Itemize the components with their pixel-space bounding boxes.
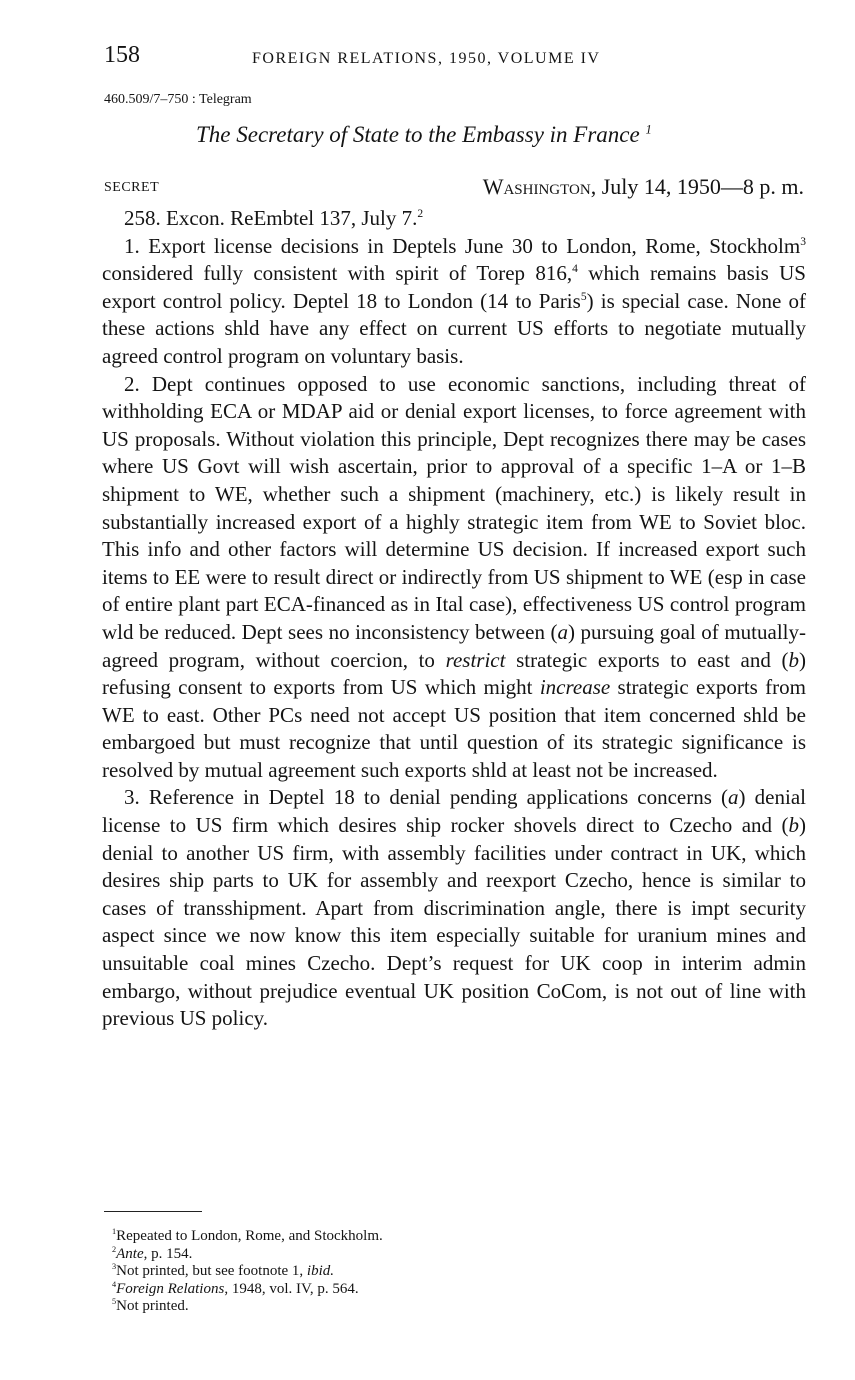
p3-text-c: ) denial to another US firm, with assembly facilities under contract in UK, which desires ship parts to UK for assembly and reexport Czecho, hence is similar to cases of transshipment. Apart from discrimination angle, there is impt security aspect since we now know this item especially suitable for uranium mines and unsuitable coal mines Czecho. Dept’s request for UK coop in interim admin embargo, without prejudice eventual UK position CoCom, is not out of line with previous US policy. (102, 813, 806, 1031)
p3-text-b: ) denial license to US firm which desires ship rocker shovels direct to Czecho and ( (102, 785, 806, 838)
footnote-italic: Ante (116, 1245, 144, 1262)
p2-text-a: 2. Dept continues opposed to use economic sanctions, including threat of withholding ECA or MDAP aid or denial export licenses, to force agreement with US proposals. Without violation this principle, Dept recognizes there may be cases where US Govt will wish ascertain, prior to approval of a specific 1–A or 1–B shipment to WE, whether such a shipment (machinery, etc.) is likely result in substantially increased export of a highly strategic item from WE to Soviet bloc. This info and other factors will determine US decision. If increased export such items to EE were to result direct or indirectly from US shipment to WE (esp in case of entire plant part ECA-financed as in Ital case), effectiveness US control program wld be reduced. Dept sees no inconsistency between ( (102, 371, 806, 644)
footnote-3 (112, 1263, 712, 1281)
document-title (196, 122, 652, 148)
footnotes (112, 1228, 712, 1316)
footnote-divider (104, 1211, 202, 1212)
p1-text-d: ) is special case. None of these actions shld have any effect on current US efforts to negotiate mutually agreed control program on voluntary basis. (102, 288, 806, 368)
dateline: Washington, July 14, 1950—8 p. m. (482, 174, 804, 199)
intro-text: 258. Excon. ReEmbtel 137, July 7. (124, 206, 418, 230)
footnote-ref-2[interactable]: 2 (417, 208, 424, 220)
footnote-ref-5[interactable]: 5 (580, 290, 587, 303)
footnote-1 (112, 1228, 712, 1246)
classification-label: SECRET (104, 180, 160, 195)
p3-letter-a: a (728, 785, 739, 810)
footnote-text: Repeated to London, Rome, and Stockholm. (116, 1228, 383, 1244)
p2-letter-a: a (557, 619, 568, 644)
footnote-text: Not printed, but see footnote 1, (116, 1263, 307, 1279)
p1-text-c: which remains basis US export control policy. Deptel 18 to London (14 to Paris (102, 261, 806, 313)
footnote-5 (112, 1298, 712, 1316)
running-head: FOREIGN RELATIONS, 1950, VOLUME IV (252, 50, 601, 67)
p2-text-d: ) refusing consent to exports from US which might (102, 647, 807, 700)
p2-letter-b: b (788, 647, 800, 672)
p3-letter-b: b (788, 813, 799, 838)
footnote-mark: 5 (112, 1297, 117, 1306)
page-number: 158 (104, 42, 140, 68)
footnote-mark: 1 (112, 1227, 117, 1236)
p1-text-a: 1. Export license decisions in Deptels June 30 to London, Rome, Stockholm (124, 233, 801, 258)
footnote-italic: ibid. (306, 1263, 335, 1279)
footnote-ref-3[interactable]: 3 (800, 235, 806, 248)
telegram-body (102, 205, 806, 1033)
document-meta (104, 174, 804, 204)
paragraph-3 (102, 784, 806, 1032)
p2-text-c: strategic exports to east and ( (505, 647, 789, 672)
emphasis-increase: increase (539, 675, 611, 700)
document-title-text: The Secretary of State to the Embassy in France (196, 122, 640, 147)
paragraph-2 (102, 371, 806, 785)
footnote-text: Not printed. (116, 1298, 189, 1314)
footnote-text: , p. 154. (143, 1245, 193, 1262)
telegram-intro (102, 205, 806, 233)
file-number: 460.509/7–750 : Telegram (104, 92, 252, 107)
p2-text-b: ) pursuing goal of mutually-agreed program, without coercion, to (102, 619, 806, 672)
footnote-ref-4[interactable]: 4 (572, 263, 578, 276)
p1-text-b: considered fully consistent with spirit of Torep 816, (102, 261, 573, 286)
footnote-2 (112, 1246, 712, 1264)
footnote-ref-1[interactable]: 1 (645, 122, 652, 137)
footnote-mark: 4 (112, 1279, 117, 1289)
footnote-mark: 3 (112, 1262, 117, 1271)
footnote-mark: 2 (112, 1244, 117, 1254)
p3-text-a: 3. Reference in Deptel 18 to denial pending applications concerns ( (124, 785, 729, 810)
footnote-text: , 1948, vol. IV, p. 564. (224, 1280, 359, 1297)
footnote-4 (112, 1281, 712, 1299)
dateline-date: July 14, 1950—8 p. m. (601, 174, 804, 199)
paragraph-1 (102, 233, 806, 371)
dateline-place: Washington (482, 174, 591, 199)
emphasis-restrict: restrict (445, 647, 506, 672)
p2-text-e: strategic exports from WE to east. Other PCs need not accept US position that item concerned shld be embargoed but must recognize that until question of its strategic significance is resolved by mutual agreement such exports shld at least not be increased. (102, 675, 806, 782)
footnote-italic: Foreign Relations (116, 1280, 225, 1297)
